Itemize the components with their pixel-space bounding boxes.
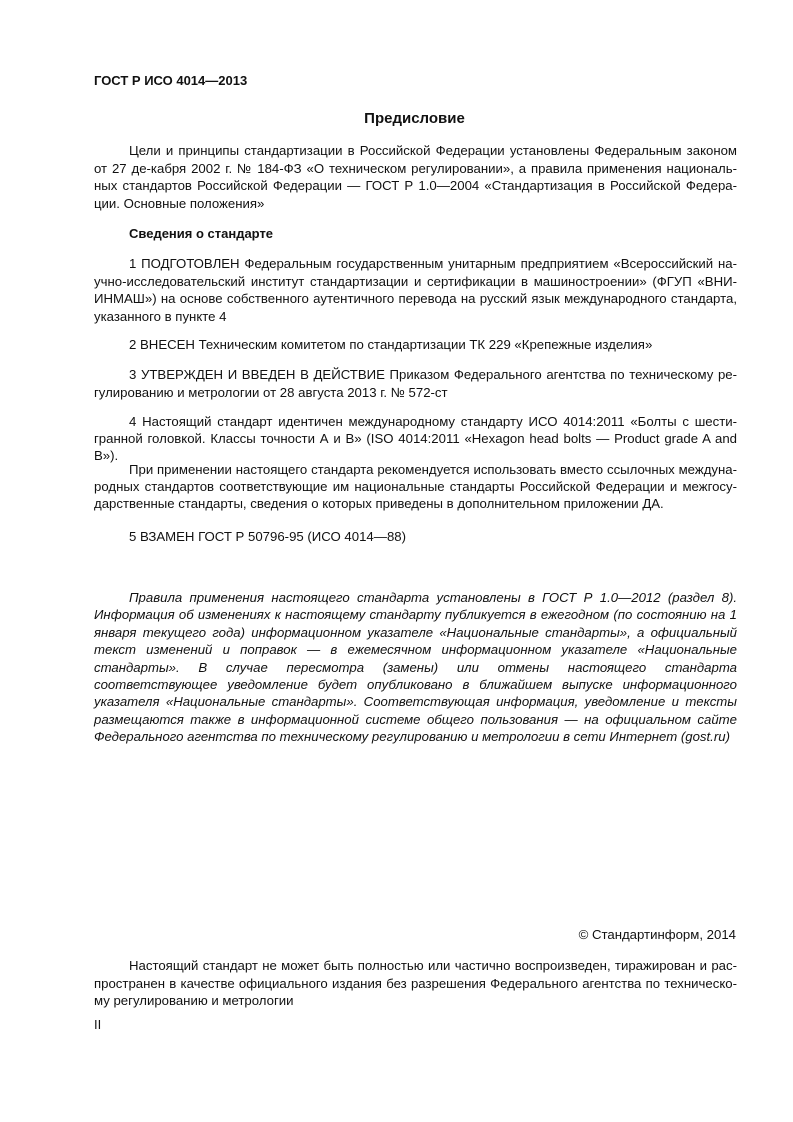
copyright-line: © Стандартинформ, 2014 (578, 927, 736, 942)
info-item-1: 1 ПОДГОТОВЛЕН Федеральным государственным унитарным предприятием «Всероссийский на-учно-исследовательский институт стандартизации и сертификации в машиностроении» (ФГУП «ВНИ-ИНМАШ») на основе собственного аутентичного перевода на русский язык международного стандарта, указанного в пункте 4 (94, 256, 737, 324)
italic-notice: Правила применения настоящего стандарта установлены в ГОСТ Р 1.0—2012 (раздел 8). Информация об изменениях к настоящему стандарту публикуется в ежегодном (по состоянию на 1 января текущего года) информационном указателе «Национальные стандарты», а официальный текст изменений и поправок — в ежемесячном информационном указателе «Национальные стандарты». В случае пересмотра (замены) или отмены настоящего стандарта соответствующее уведомление будет опубликовано в ближайшем выпуске информационного указателя «Национальные стандарты». Соответствующая информация, уведомление и тексты размещаются также в информационной системе общего пользования — на официальном сайте Федерального агентства по техническому регулированию и метрологии в сети Интернет (gost.ru) (94, 590, 737, 745)
page-number: II (94, 1017, 102, 1032)
preface-intro: Цели и принципы стандартизации в Российской Федерации установлены Федеральным законом от 27 де-кабря 2002 г. № 184-ФЗ «О техническом регулировании», а правила применения националь-ных стандартов Российской Федерации — ГОСТ Р 1.0—2004 «Стандартизация в Российской Федера-ции. Основные положения» (94, 143, 737, 211)
info-item-4: 4 Настоящий стандарт идентичен международному стандарту ИСО 4014:2011 «Болты с шести-гранной головкой. Классы точности А и В» (ISO 4014:2011 «Hexagon head bolts — Product grade A and B»). (94, 414, 737, 463)
info-item-3: 3 УТВЕРЖДЕН И ВВЕДЕН В ДЕЙСТВИЕ Приказом Федерального агентства по техническому ре-гулированию и метрологии от 28 августа 2013 г. № 572-ст (94, 367, 737, 400)
doc-code-header: ГОСТ Р ИСО 4014—2013 (94, 73, 248, 88)
info-item-2: 2 ВНЕСЕН Техническим комитетом по стандартизации ТК 229 «Крепежные изделия» (129, 337, 653, 352)
standard-info-heading: Сведения о стандарте (129, 226, 274, 241)
reproduction-notice: Настоящий стандарт не может быть полностью или частично воспроизведен, тиражирован и рас-пространен в качестве официального издания без разрешения Федерального агентства по техническо-му регулированию и метрологии (94, 958, 737, 1008)
info-item-5: 5 ВЗАМЕН ГОСТ Р 50796-95 (ИСО 4014—88) (129, 529, 407, 544)
info-item-4-note: При применении настоящего стандарта рекомендуется использовать вместо ссылочных междуна-родных стандартов соответствующие им национальные стандарты Российской Федерации и межгосу-дарственные стандарты, сведения о которых приведены в дополнительном приложении ДА. (94, 462, 737, 511)
preface-title: Предисловие (364, 110, 465, 127)
